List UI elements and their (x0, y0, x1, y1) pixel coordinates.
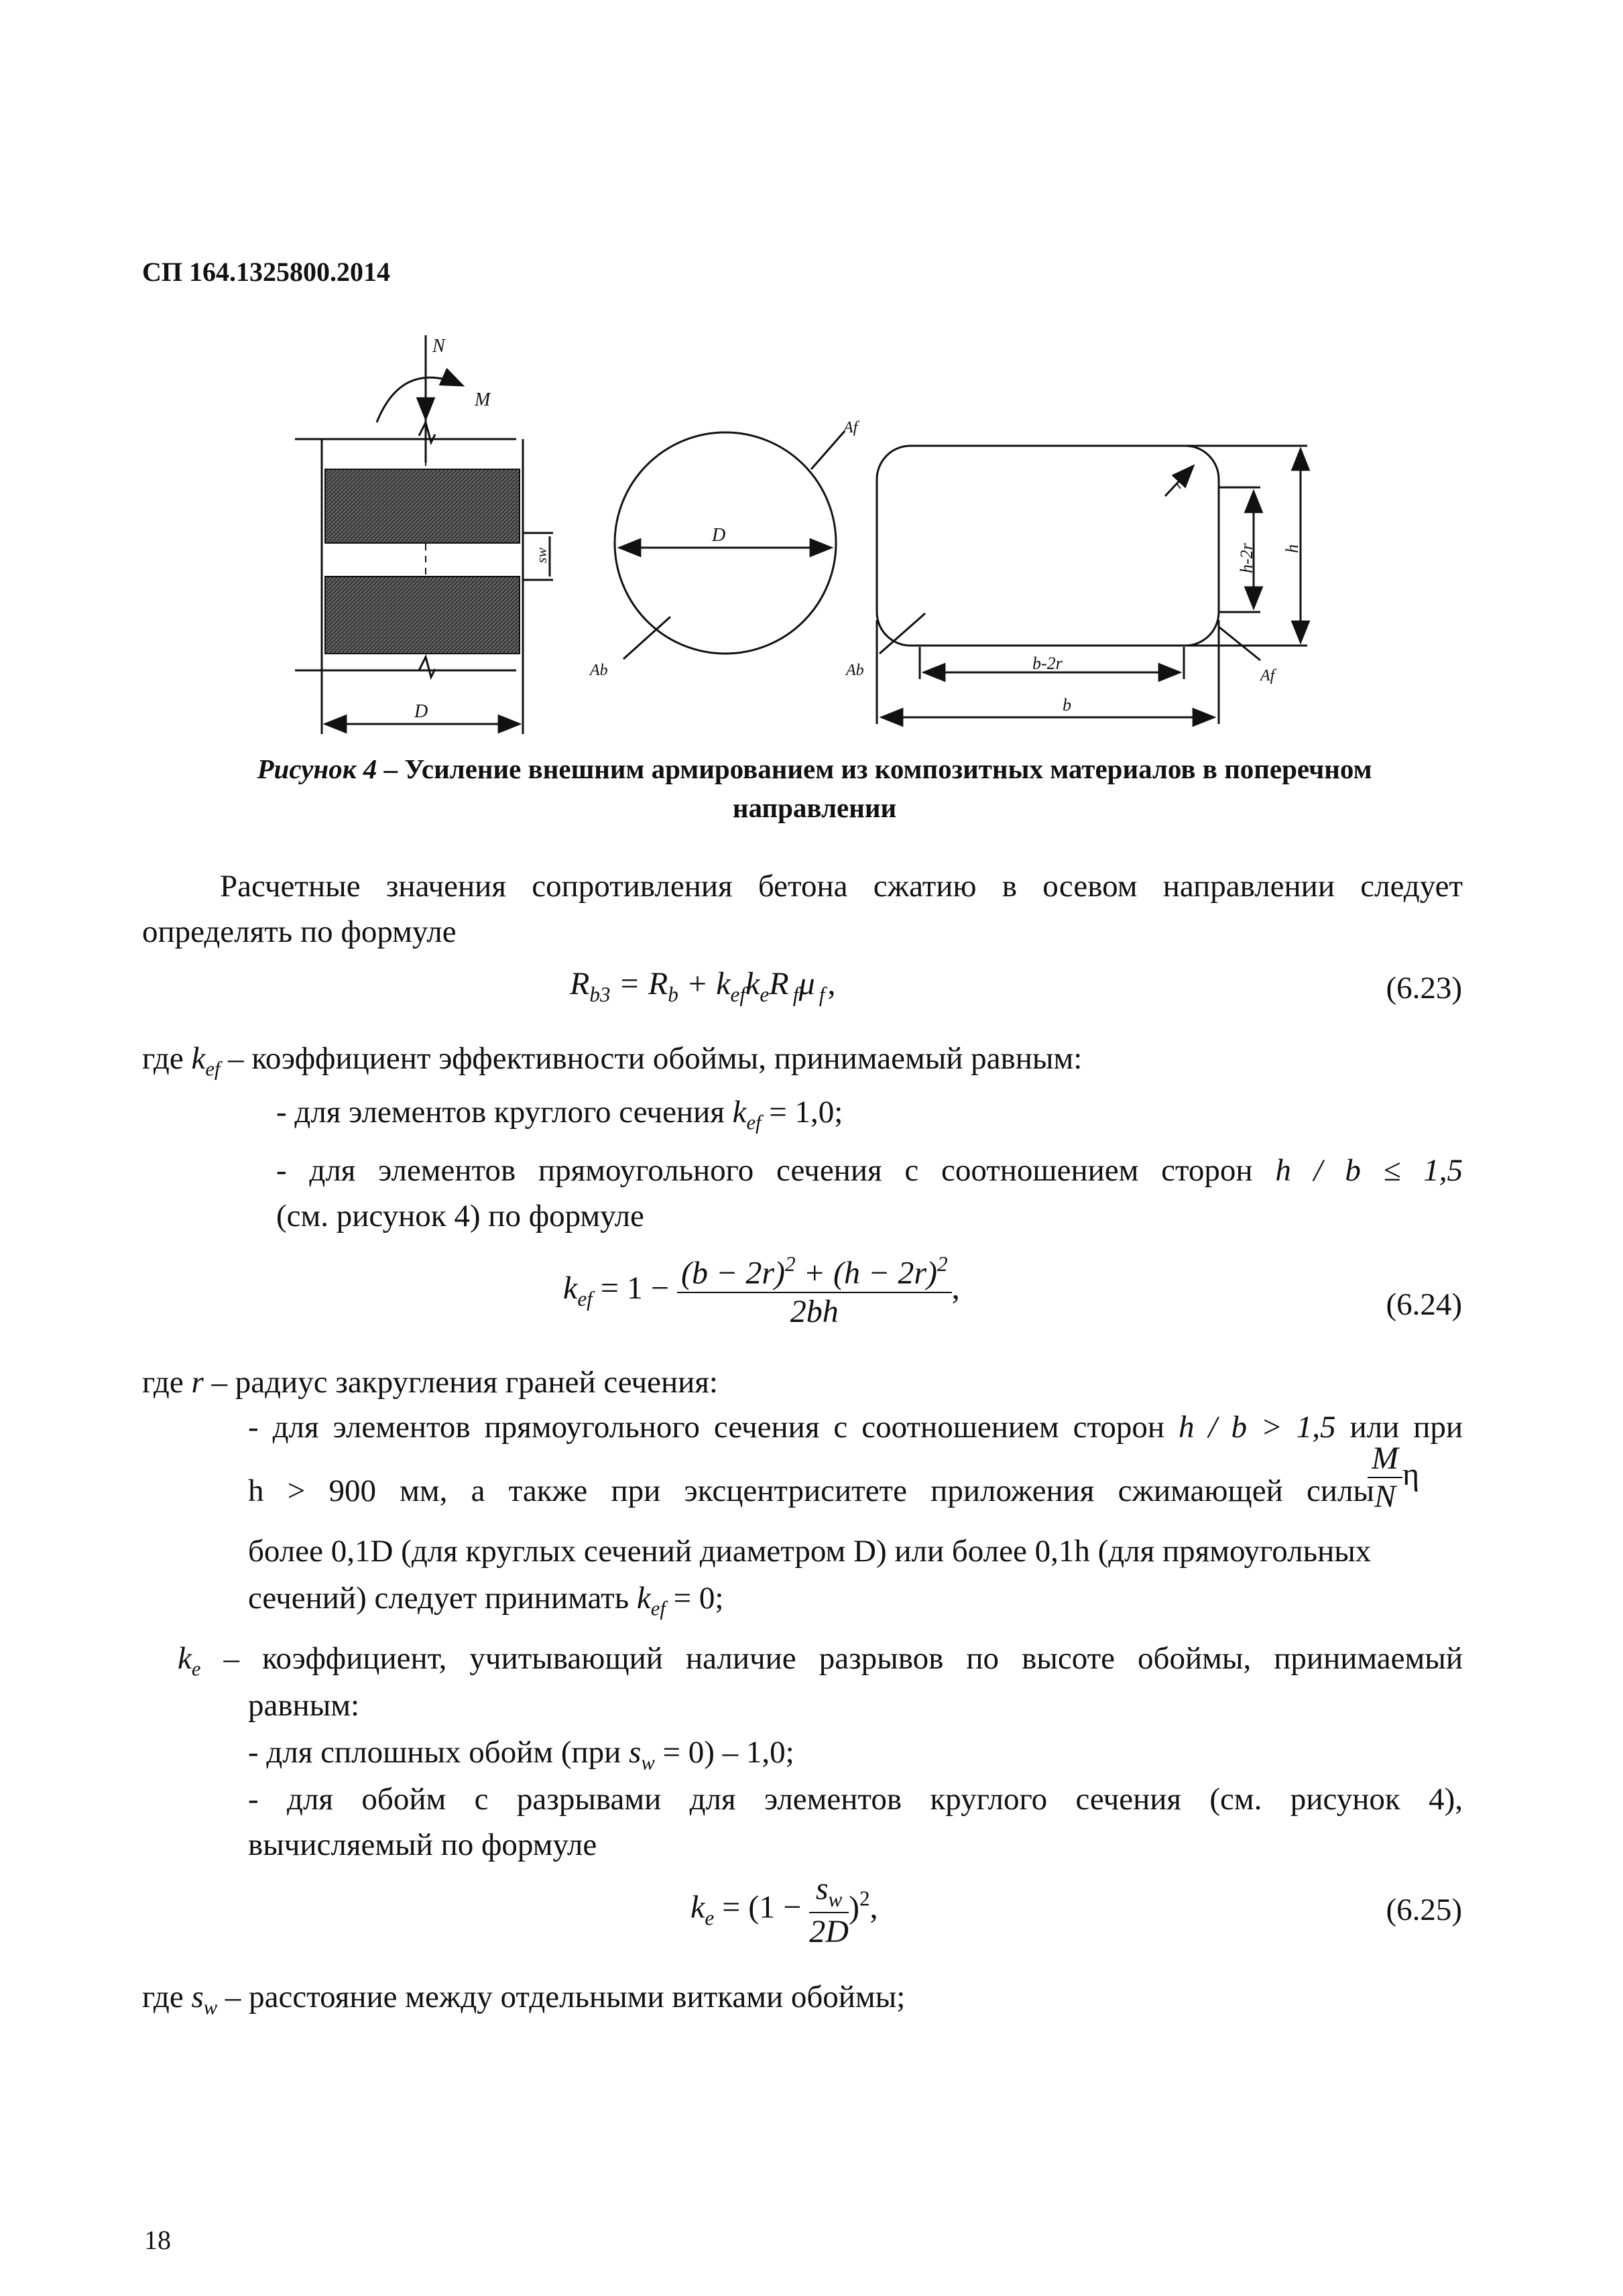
caption-text-2: направлении (732, 792, 897, 823)
label-b-2r: b-2r (1032, 654, 1063, 673)
ke-definition: $k_e$ – коэффициент, учитывающий наличие разрывов по высоте обоймы, принимаемый (178, 1641, 1463, 1681)
ke-line-2: равным: (248, 1688, 360, 1723)
equation-6-23: $R_{b3} = R_b + k_{ef}k_eR$ $_f$μ $_f$ , (570, 966, 836, 1006)
label-r: r (1169, 476, 1187, 492)
figure-caption (161, 749, 1468, 827)
caption-label: Рисунок 4 (257, 753, 377, 784)
ke-solid-line: - для сплошных обойм (при $s_w = 0) - 1,0$; (248, 1735, 794, 1774)
label-h-2r: h-2r (1237, 543, 1256, 573)
r-line-1: - для элементов прямоугольного сечения с соотношением сторон h / b > 1,5 или при (248, 1410, 1463, 1445)
equation-number: (6.23) (1386, 971, 1462, 1006)
sw-definition: где $s_w$ – расстояние между отдельными витками обоймы; (142, 1980, 906, 2019)
kef-round-line: - для элементов круглого сечения $k_{ef} = 1,0$; (276, 1095, 843, 1134)
eccentricity-fraction: $\frac{M}{N}$ η (1368, 1440, 1419, 1515)
r-definition: где r – радиус закругления граней сечения: (142, 1365, 718, 1400)
page-number: 18 (144, 2225, 171, 2255)
ke-gap-line: - для обойм с разрывами для элементов круглого сечения (см. рисунок 4), (248, 1782, 1463, 1817)
equation-number: (6.25) (1386, 1892, 1462, 1927)
equation-6-24: $k_{ef} = 1$ − $\frac{(b - 2r)^2 + (h - 2r)^2}{2bh}$ , (563, 1252, 960, 1329)
label-Af-circle: Af (843, 419, 858, 436)
label-Ab-circle: Ab (590, 662, 608, 679)
kef-rect-line: - для элементов прямоугольного сечения с соотношением сторон h / b ≤ 1,5 (276, 1153, 1463, 1188)
label-M: M (475, 389, 491, 410)
label-h: h (1282, 544, 1302, 553)
label-D-column: D (414, 701, 428, 722)
kef-definition: где $k_{ef}$ – коэффициент эффективности обоймы, принимаемый равным: (142, 1041, 1083, 1081)
label-Af-rect: Af (1260, 667, 1275, 684)
r-line-3: более 0,1D (для круглых сечений диаметром D) или более 0,1h (для прямоугольных (248, 1534, 1372, 1569)
kef-rect-line-2: (см. рисунок 4) по формуле (276, 1199, 644, 1233)
r-line-2: h > 900 мм, а также при эксцентриситете приложения сжимающей силы (248, 1473, 1374, 1508)
ke-gap-line-2: вычисляемый по формуле (248, 1827, 597, 1862)
paragraph-line: определять по формуле (142, 914, 457, 949)
label-sw: sw (533, 547, 550, 563)
figure-4-drawing (295, 332, 1327, 747)
paragraph-line: Расчетные значения сопротивления бетона сжатию в осевом направлении следует (220, 869, 1463, 904)
label-Ab-rect: Ab (846, 662, 864, 679)
equation-6-25: $k_e = (1$ − $\frac{s_w}{2D}$ )$^2$, (690, 1871, 878, 1949)
r-line-4: сечений) следует принимать $k_{ef} = 0$; (248, 1581, 724, 1620)
document-code: СП 164.1325800.2014 (142, 257, 390, 287)
equation-number: (6.24) (1386, 1287, 1462, 1322)
label-D-circle: D (712, 525, 726, 546)
caption-text: – Усиление внешним армированием из композитных материалов в поперечном (377, 753, 1372, 784)
label-N: N (432, 336, 445, 357)
label-b: b (1063, 695, 1071, 715)
